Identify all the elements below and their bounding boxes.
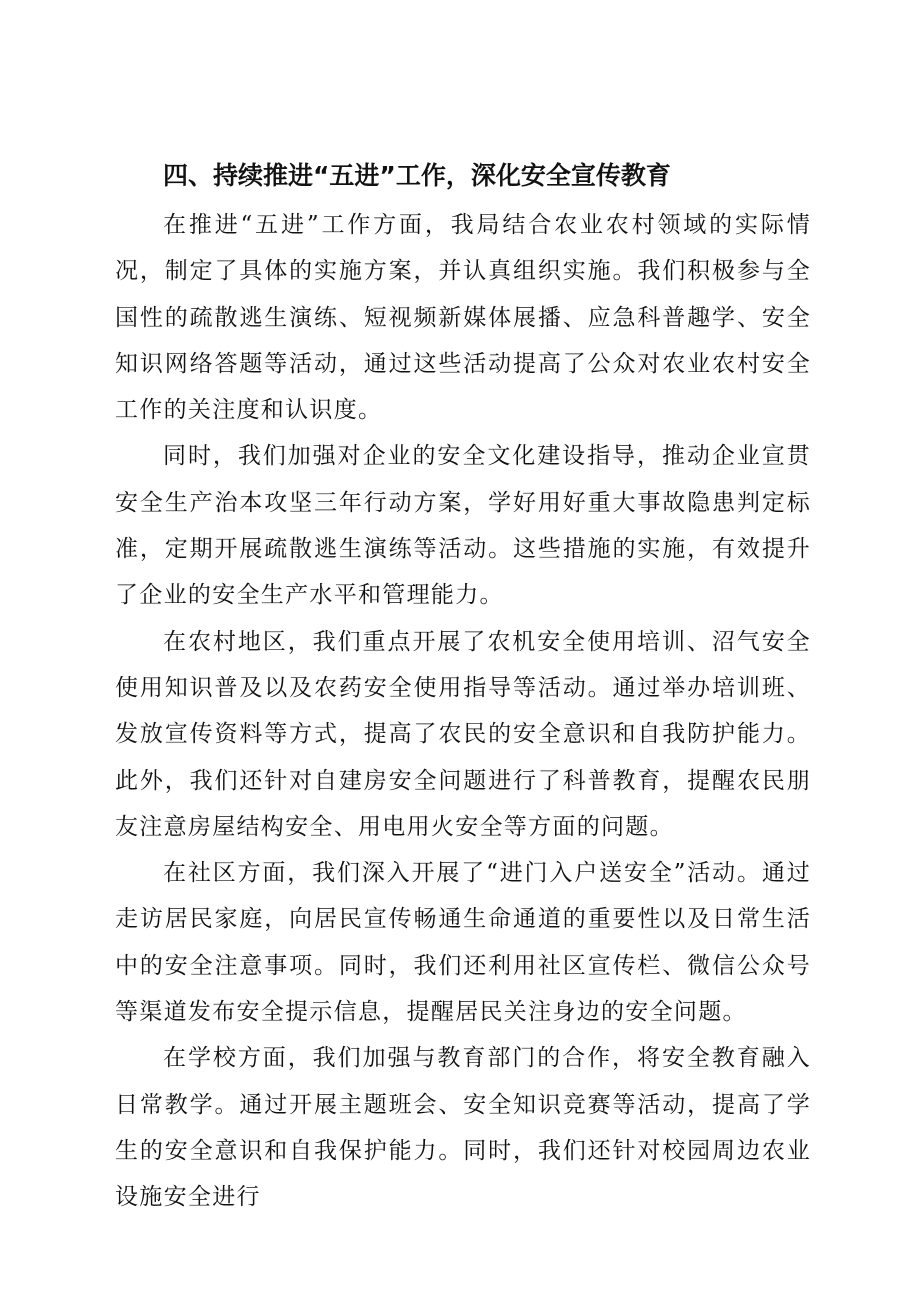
document-body — [115, 150, 811, 1221]
section-heading: 四、持续推进“五进”工作，深化安全宣传教育 — [163, 161, 671, 190]
paragraph-enterprises: 同时，我们加强对企业的安全文化建设指导，推动企业宣贯安全生产治本攻坚三年行动方案，学好用好重大事故隐患判定标准，定期开展疏散逃生演练等活动。这些措施的实施，有效提升了企业的安全生产水平和管理能力。 — [115, 443, 811, 609]
paragraph-five-entries: 在推进“五进”工作方面，我局结合农业农村领域的实际情况，制定了具体的实施方案，并认真组织实施。我们积极参与全国性的疏散逃生演练、短视频新媒体展播、应急科普趣学、安全知识网络答题等活动，通过这些活动提高了公众对农业农村安全工作的关注度和认识度。 — [115, 212, 811, 424]
paragraph-schools: 在学校方面，我们加强与教育部门的合作，将安全教育融入日常教学。通过开展主题班会、安全知识竞赛等活动，提高了学生的安全意识和自我保护能力。同时，我们还针对校园周边农业设施安全进行 — [115, 1045, 811, 1211]
paragraph-rural-areas: 在农村地区，我们重点开展了农机安全使用培训、沼气安全使用知识普及以及农药安全使用指导等活动。通过举办培训班、发放宣传资料等方式，提高了农民的安全意识和自我防护能力。此外，我们还针对自建房安全问题进行了科普教育，提醒农民朋友注意房屋结构安全、用电用火安全等方面的问题。 — [115, 628, 811, 840]
paragraph-communities: 在社区方面，我们深入开展了“进门入户送安全”活动。通过走访居民家庭，向居民宣传畅通生命通道的重要性以及日常生活中的安全注意事项。同时，我们还利用社区宣传栏、微信公众号等渠道发布安全提示信息，提醒居民关注身边的安全问题。 — [115, 860, 811, 1026]
